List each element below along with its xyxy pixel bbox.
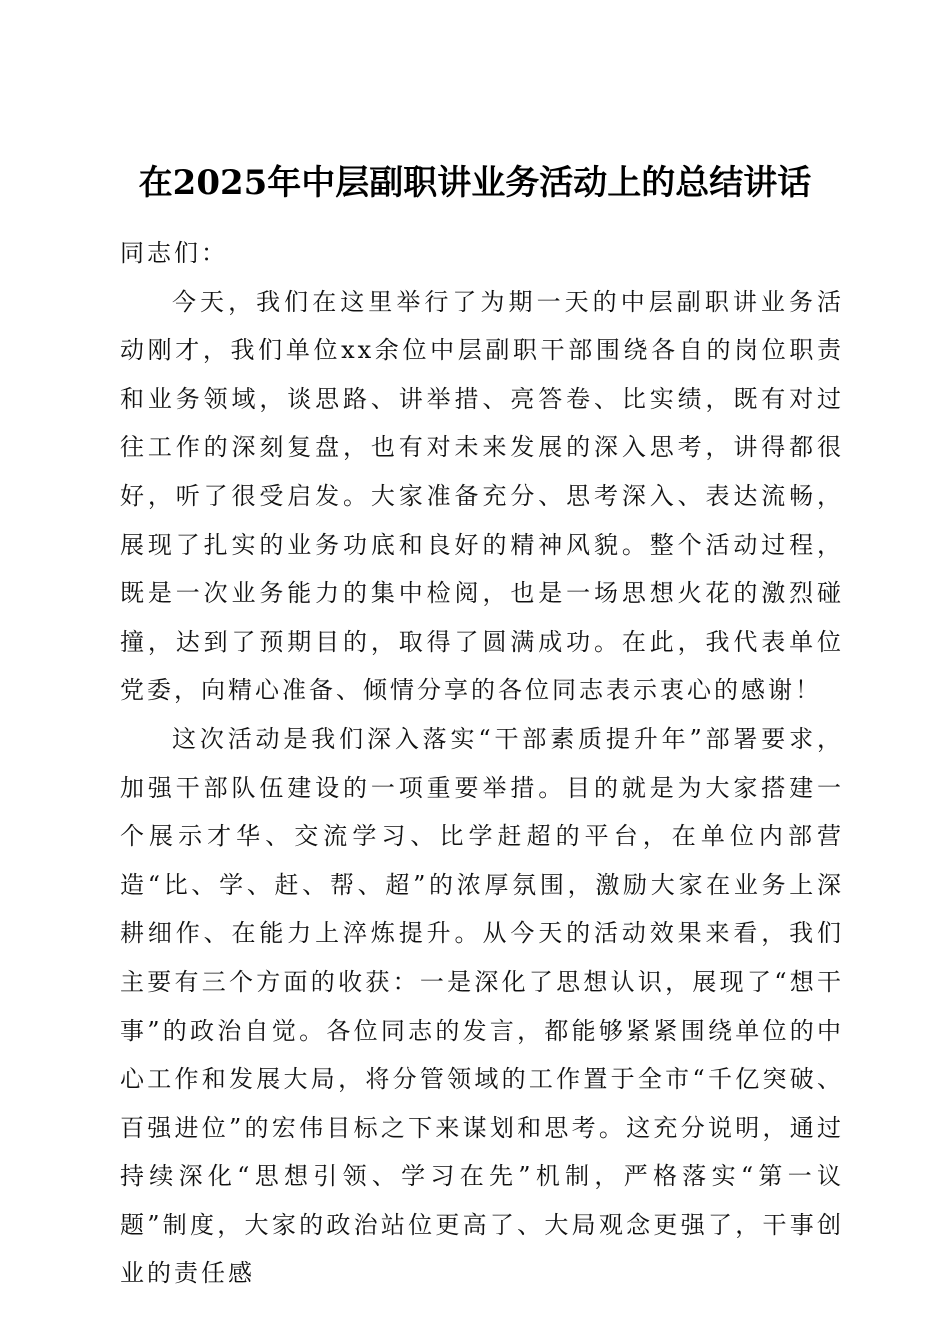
paragraph-2: 这次活动是我们深入落实“干部素质提升年”部署要求，加强干部队伍建设的一项重要举措。目的就是为大家搭建一个展示才华、交流学习、比学赶超的平台，在单位内部营造“比、学、赶、帮、超”的浓厚氛围，激励大家在业务上深耕细作、在能力上淬炼提升。从今天的活动效果来看，我们主要有三个方面的收获：一是深化了思想认识，展现了“想干事”的政治自觉。各位同志的发言，都能够紧紧围绕单位的中心工作和发展大局，将分管领域的工作置于全市“千亿突破、百强进位”的宏伟目标之下来谋划和思考。这充分说明，通过持续深化“思想引领、学习在先”机制，严格落实“第一议题”制度，大家的政治站位更高了、大局观念更强了，干事创业的责任感 (120, 724, 844, 1288)
paragraph-1: 今天，我们在这里举行了为期一天的中层副职讲业务活动刚才，我们单位xx余位中层副职干部围绕各自的岗位职责和业务领域，谈思路、讲举措、亮答卷、比实绩，既有对过往工作的深刻复盘，也有对未来发展的深入思考，讲得都很好，听了很受启发。大家准备充分、思考深入、表达流畅，展现了扎实的业务功底和良好的精神风貌。整个活动过程，既是一次业务能力的集中检阅，也是一场思想火花的激烈碰撞，达到了预期目的，取得了圆满成功。在此，我代表单位党委，向精心准备、倾情分享的各位同志表示衷心的感谢！ (120, 287, 844, 705)
document-body (120, 229, 844, 1298)
document-title: 在2025年中层副职讲业务活动上的总结讲话 (138, 162, 812, 203)
salutation: 同志们： (120, 239, 228, 267)
